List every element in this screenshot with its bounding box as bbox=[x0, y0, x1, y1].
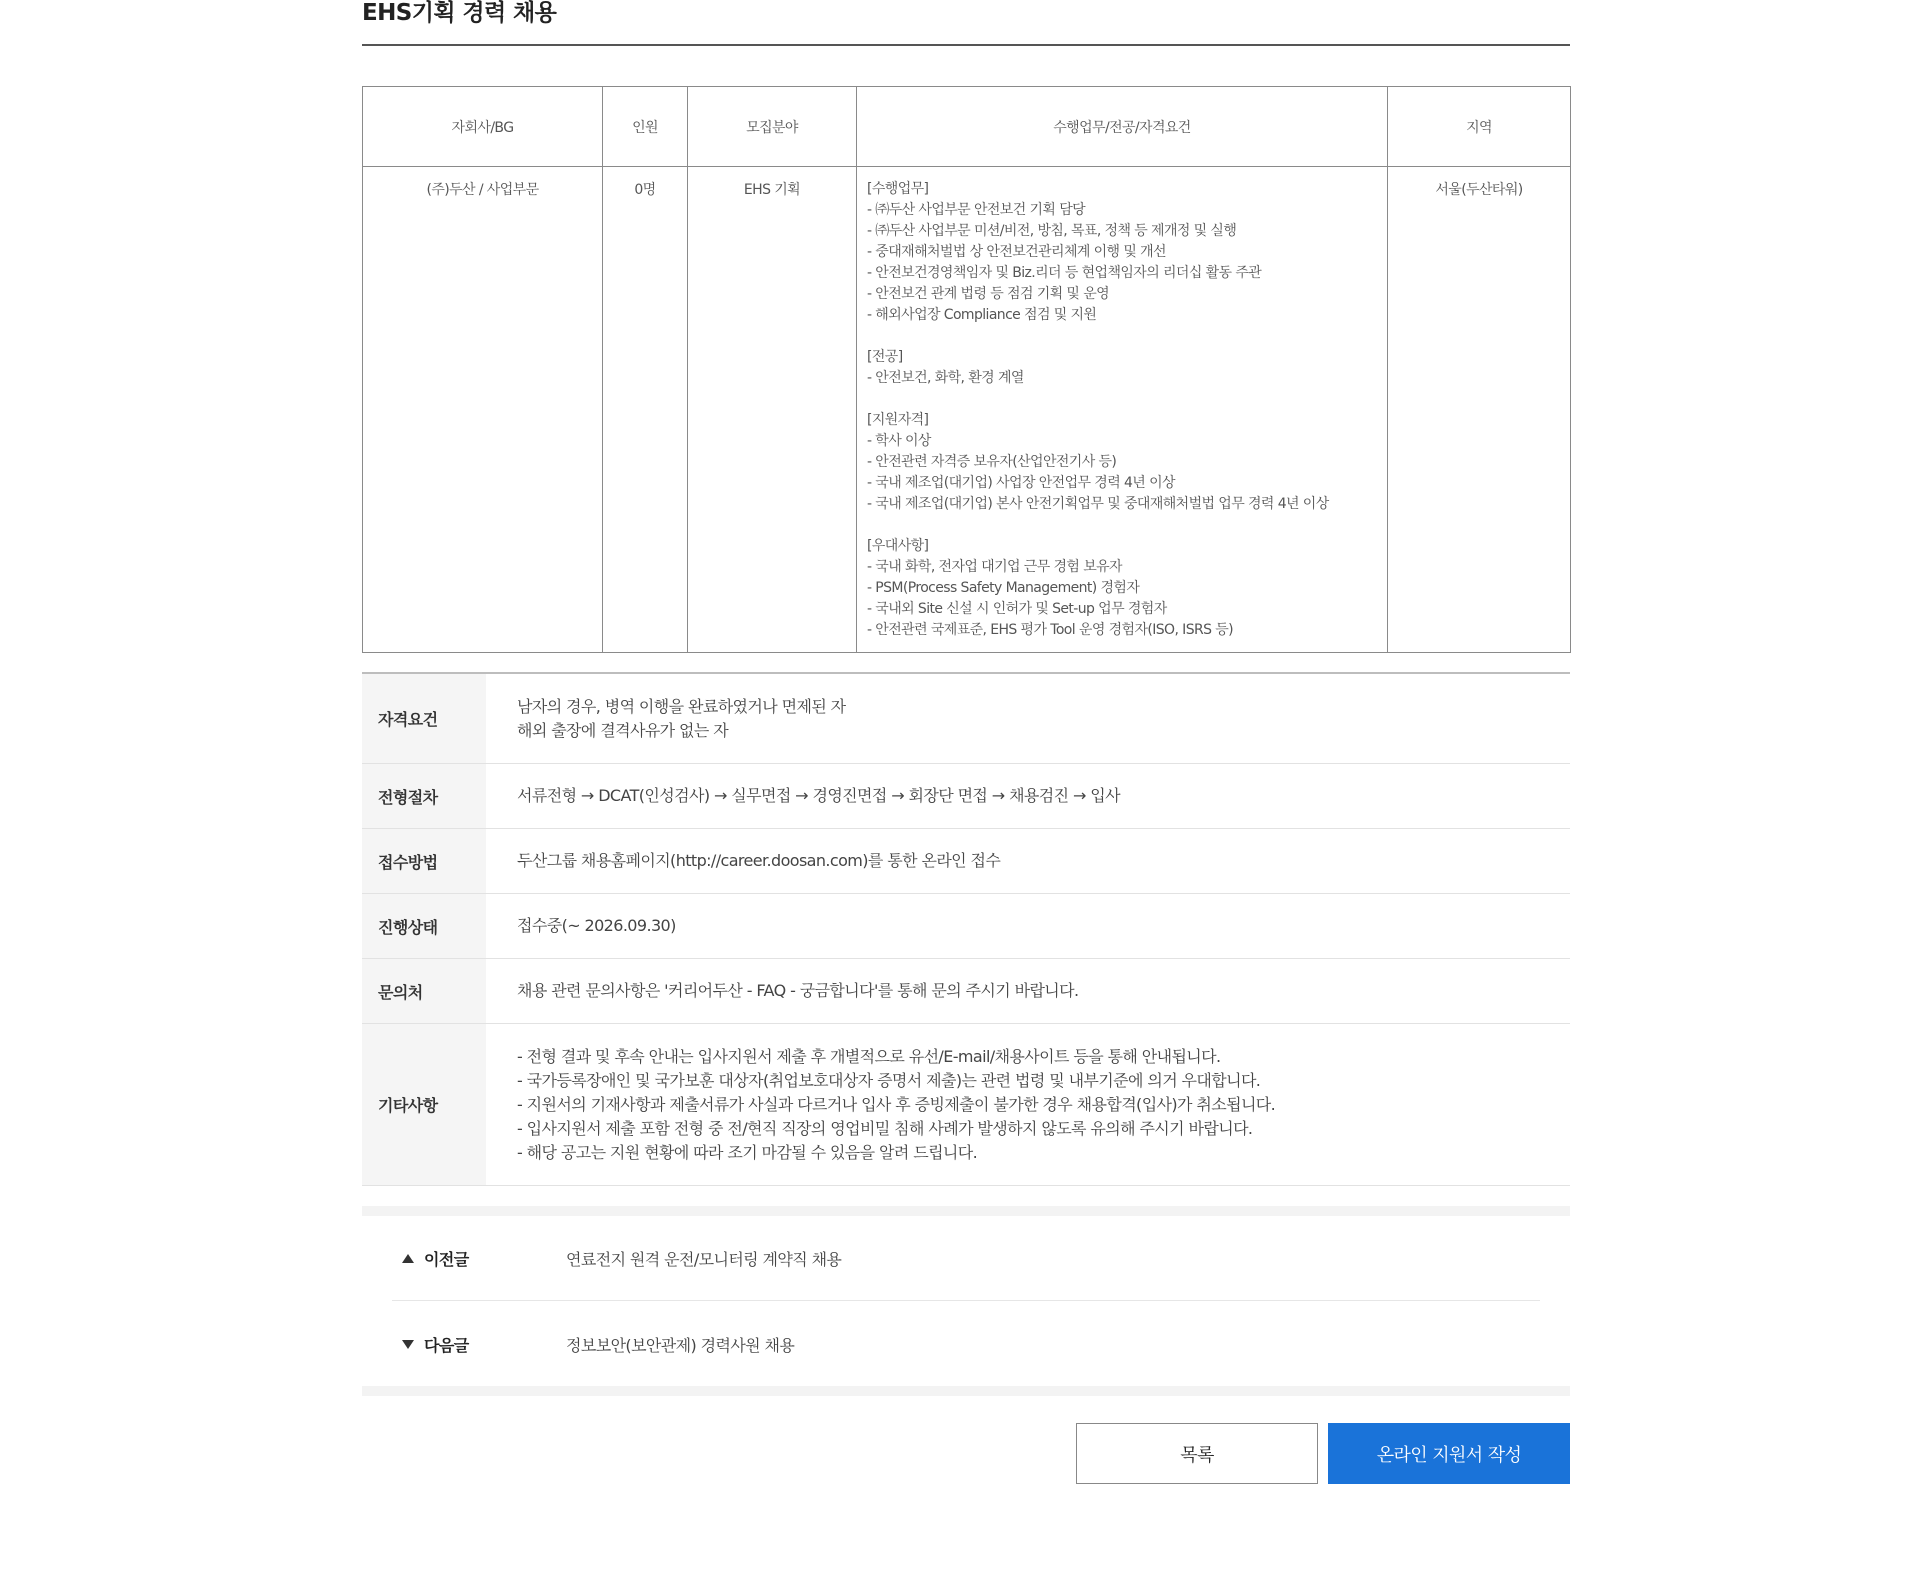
info-line: - 입사지원서 제출 포함 전형 중 전/현직 직장의 영업비밀 침해 사례가 발생하지 않도록 유의해 주시기 바랍니다. bbox=[517, 1118, 1253, 1138]
cell-headcount: 0명 bbox=[603, 167, 688, 653]
duty-line bbox=[867, 389, 1387, 410]
cell-region: 서울(두산타워) bbox=[1388, 167, 1571, 653]
info-line: 접수중(~ 2026.09.30) bbox=[517, 916, 676, 935]
header-region: 지역 bbox=[1388, 87, 1571, 167]
duty-line: - 안전보건 관계 법령 등 점검 기획 및 운영 bbox=[867, 286, 1110, 302]
job-table-header-row bbox=[363, 87, 1571, 167]
duty-line: - 국내 화학, 전자업 대기업 근무 경험 보유자 bbox=[867, 559, 1122, 575]
duty-line: - 국내 제조업(대기업) 사업장 안전업무 경력 4년 이상 bbox=[867, 475, 1175, 491]
duty-line bbox=[867, 326, 1387, 347]
duty-line: [수행업무] bbox=[867, 181, 929, 197]
next-post-label: 다음글 bbox=[424, 1336, 469, 1355]
duty-line: - 해외사업장 Compliance 점검 및 지원 bbox=[867, 307, 1097, 323]
triangle-down-icon bbox=[402, 1340, 414, 1349]
cell-company: (주)두산 / 사업부문 bbox=[363, 167, 603, 653]
duty-line: - 국내 제조업(대기업) 본사 안전기획업무 및 중대재해처벌법 업무 경력 4년 이상 bbox=[867, 496, 1329, 512]
duty-line: - 국내외 Site 신설 시 인허가 및 Set-up 업무 경험자 bbox=[867, 601, 1167, 617]
prev-post-title[interactable]: 연료전지 원격 운전/모니터링 계약직 채용 bbox=[566, 1249, 842, 1269]
info-line: 해외 출장에 결격사유가 없는 자 bbox=[517, 720, 729, 740]
info-value bbox=[486, 959, 1570, 1023]
next-post-link[interactable] bbox=[392, 1302, 1540, 1387]
duty-line: - 안전관련 국제표준, EHS 평가 Tool 운영 경험자(ISO, ISRS 등) bbox=[867, 622, 1234, 638]
duty-line: - PSM(Process Safety Management) 경험자 bbox=[867, 580, 1140, 596]
prev-post-link[interactable] bbox=[392, 1216, 1540, 1301]
info-line: - 전형 결과 및 후속 안내는 입사지원서 제출 후 개별적으로 유선/E-mail/채용사이트 등을 통해 안내됩니다. bbox=[517, 1046, 1221, 1066]
info-row-status bbox=[362, 894, 1570, 959]
info-label: 문의처 bbox=[362, 959, 486, 1023]
duty-line: - ㈜두산 사업부문 미션/비전, 방침, 목표, 정책 등 제개정 및 실행 bbox=[867, 223, 1237, 239]
info-line: 서류전형 → DCAT(인성검사) → 실무면접 → 경영진면접 → 회장단 면접 → 채용검진 → 입사 bbox=[517, 786, 1120, 805]
duty-line: - 안전보건경영책임자 및 Biz.리더 등 현업책임자의 리더십 활동 주관 bbox=[867, 265, 1262, 281]
duty-line: [전공] bbox=[867, 349, 903, 365]
duty-line: [지원자격] bbox=[867, 412, 929, 428]
job-table bbox=[362, 86, 1571, 653]
duty-line: - 중대재해처벌법 상 안전보건관리체계 이행 및 개선 bbox=[867, 244, 1166, 260]
info-line: 남자의 경우, 병역 이행을 완료하였거나 면제된 자 bbox=[517, 696, 846, 716]
prev-next-navigation bbox=[362, 1206, 1570, 1396]
duty-line: - 학사 이상 bbox=[867, 433, 931, 449]
page-title: EHS기획 경력 채용 bbox=[362, 0, 557, 26]
header-field: 모집분야 bbox=[688, 87, 857, 167]
info-table bbox=[362, 672, 1570, 1186]
header-duties: 수행업무/전공/자격요건 bbox=[857, 87, 1388, 167]
info-value bbox=[486, 894, 1570, 958]
info-row-contact bbox=[362, 959, 1570, 1024]
cell-field: EHS 기획 bbox=[688, 167, 857, 653]
info-value bbox=[486, 764, 1570, 828]
info-row-process bbox=[362, 764, 1570, 829]
info-value bbox=[486, 674, 1570, 763]
cell-duties bbox=[857, 167, 1388, 653]
info-label: 기타사항 bbox=[362, 1024, 486, 1185]
info-label: 전형절차 bbox=[362, 764, 486, 828]
list-button[interactable]: 목록 bbox=[1076, 1423, 1318, 1484]
info-label: 진행상태 bbox=[362, 894, 486, 958]
table-row bbox=[363, 167, 1571, 653]
header-headcount: 인원 bbox=[603, 87, 688, 167]
next-post-title[interactable]: 정보보안(보안관제) 경력사원 채용 bbox=[566, 1336, 795, 1355]
title-divider bbox=[362, 44, 1570, 46]
info-label: 접수방법 bbox=[362, 829, 486, 893]
info-line: - 해당 공고는 지원 현황에 따라 조기 마감될 수 있음을 알려 드립니다. bbox=[517, 1142, 978, 1162]
info-label: 자격요건 bbox=[362, 674, 486, 763]
duty-line: [우대사항] bbox=[867, 538, 929, 554]
duty-line: - 안전관련 자격증 보유자(산업안전기사 등) bbox=[867, 454, 1117, 470]
info-line: 채용 관련 문의사항은 '커리어두산 - FAQ - 궁금합니다'를 통해 문의 주시기 바랍니다. bbox=[517, 981, 1079, 1000]
info-line: 두산그룹 채용홈페이지(http://career.doosan.com)를 통한 온라인 접수 bbox=[517, 851, 1001, 870]
duty-line: - ㈜두산 사업부문 안전보건 기획 담당 bbox=[867, 202, 1086, 218]
header-company: 자회사/BG bbox=[363, 87, 603, 167]
prev-post-label: 이전글 bbox=[424, 1249, 469, 1269]
info-line: - 국가등록장애인 및 국가보훈 대상자(취업보호대상자 증명서 제출)는 관련 법령 및 내부기준에 의거 우대합니다. bbox=[517, 1070, 1261, 1090]
apply-online-button[interactable]: 온라인 지원서 작성 bbox=[1328, 1423, 1570, 1484]
info-row-method bbox=[362, 829, 1570, 894]
info-line: - 지원서의 기재사항과 제출서류가 사실과 다르거나 입사 후 증빙제출이 불가한 경우 채용합격(입사)가 취소됩니다. bbox=[517, 1094, 1276, 1114]
info-value bbox=[486, 829, 1570, 893]
duty-line: - 안전보건, 화학, 환경 계열 bbox=[867, 370, 1024, 386]
info-row-etc bbox=[362, 1024, 1570, 1186]
info-value bbox=[486, 1024, 1570, 1185]
info-row-qualification bbox=[362, 674, 1570, 764]
duty-line bbox=[867, 515, 1387, 536]
triangle-up-icon bbox=[402, 1254, 414, 1263]
